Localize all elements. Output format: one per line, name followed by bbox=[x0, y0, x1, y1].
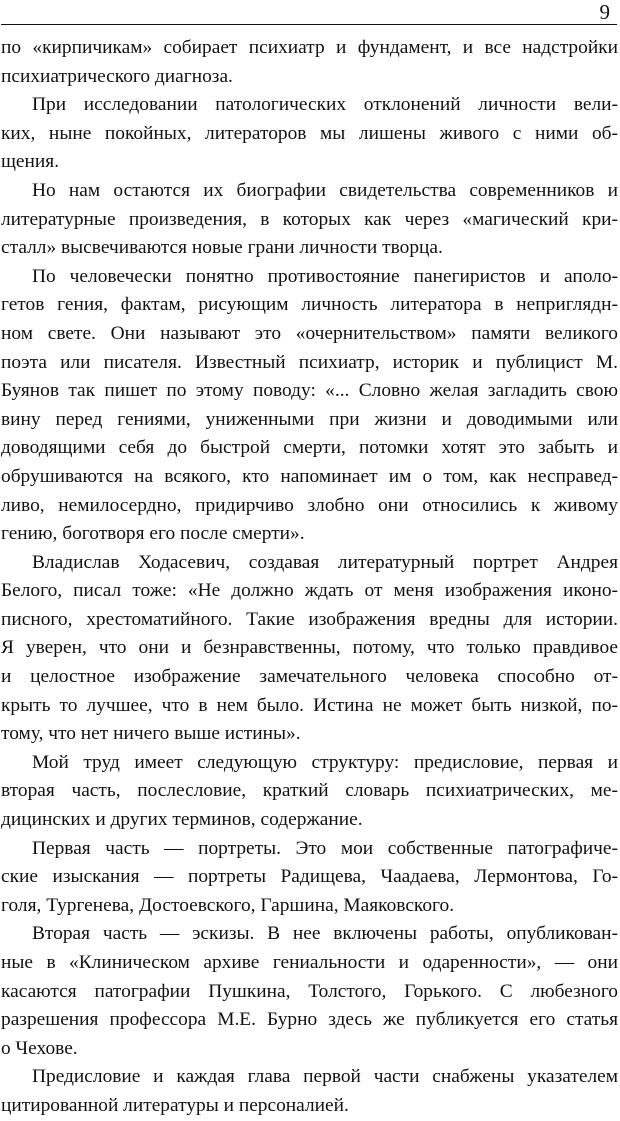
page-number: 9 bbox=[599, 0, 610, 24]
text-line: о Чехове. bbox=[1, 1037, 78, 1059]
text-line: литературные произведения, в которых как через «магический кри- bbox=[1, 208, 618, 230]
text-line: Владислав Ходасевич, создавая литературный портрет Андрея bbox=[32, 551, 618, 573]
text-line: По человечески понятно противостояние панегиристов и аполо- bbox=[32, 265, 618, 287]
text-line: вторая часть, послесловие, краткий словарь психиатрических, ме- bbox=[1, 780, 618, 802]
text-line: гению, боготворя его после смерти». bbox=[1, 523, 305, 545]
text-line: Предисловие и каждая глава первой части снабжены указателем bbox=[32, 1066, 618, 1088]
text-line: гетов гения, фактам, рисующим личность литератора в неприглядн- bbox=[1, 294, 618, 316]
text-line: ких, ныне покойных, литераторов мы лишены живого с ними об- bbox=[1, 122, 618, 144]
text-line: Первая часть — портреты. Это мои собственные патографиче- bbox=[32, 837, 618, 859]
text-line: голя, Тургенева, Достоевского, Гаршина, Маяковского. bbox=[1, 894, 455, 916]
text-line: сталл» высвечиваются новые грани личности творца. bbox=[1, 237, 443, 259]
text-line: ные в «Клиническом архиве гениальности и одаренности», — они bbox=[1, 952, 618, 973]
text-line: ном свете. Они называют это «очернительством» памяти великого bbox=[1, 322, 618, 344]
text-line: Буянов так пишет по этому поводу: «... Словно желая загладить свою bbox=[1, 380, 618, 402]
text-line: вину перед гениями, униженными при жизни и доводимыми или bbox=[1, 408, 618, 430]
text-line: Но нам остаются их биографии свидетельства современников и bbox=[32, 179, 618, 201]
text-line: разрешения профессора М.Е. Бурно здесь же публикуется его статья bbox=[1, 1009, 618, 1031]
text-line: Вторая часть — эскизы. В нее включены работы, опубликован- bbox=[32, 923, 618, 945]
text-line: касаются патографии Пушкина, Толстого, Горького. С любезного bbox=[1, 980, 618, 1002]
text-line: и целостное изображение замечательного человека способно от- bbox=[1, 666, 618, 688]
text-line: психиатрического диагноза. bbox=[1, 65, 233, 87]
text-line: по «кирпичикам» собирает психиатр и фундамент, и все надстройки bbox=[1, 37, 618, 58]
text-line: поэта или писателя. Известный психиатр, историк и публицист М. bbox=[1, 351, 618, 373]
text-line: Я уверен, что они и безнравственны, потому, что только правдивое bbox=[1, 637, 618, 659]
text-line: щения. bbox=[1, 151, 60, 173]
text-line: писного, хрестоматийного. Такие изображения вредны для истории. bbox=[1, 608, 618, 630]
text-line: дицинских и других терминов, содержание. bbox=[1, 809, 363, 831]
text-line: обрушиваются на всякого, кто напоминает им о том, как несправед- bbox=[1, 465, 618, 487]
text-line: тому, что нет ничего выше истины». bbox=[1, 723, 301, 745]
text-line: Белого, писал тоже: «Не должно ждать от меня изображения иконо- bbox=[1, 580, 618, 602]
text-line: Мой труд имеет следующую структуру: предисловие, первая и bbox=[32, 751, 618, 773]
text-line: цитированной литературы и персоналией. bbox=[1, 1094, 349, 1116]
header-rule bbox=[1, 24, 617, 25]
text-line: При исследовании патологических отклонений личности вели- bbox=[32, 94, 618, 116]
text-line: ские изыскания — портреты Радищева, Чаадаева, Лермонтова, Го- bbox=[1, 866, 618, 888]
text-line: ливо, немилосердно, придирчиво злобно они относились к живому bbox=[1, 494, 618, 516]
text-line: крыть то лучшее, что в нем было. Истина не может быть низкой, по- bbox=[1, 694, 618, 716]
body-text bbox=[1, 34, 618, 1121]
text-line: доводящими себя до быстрой смерти, потомки хотят это забыть и bbox=[1, 437, 618, 459]
